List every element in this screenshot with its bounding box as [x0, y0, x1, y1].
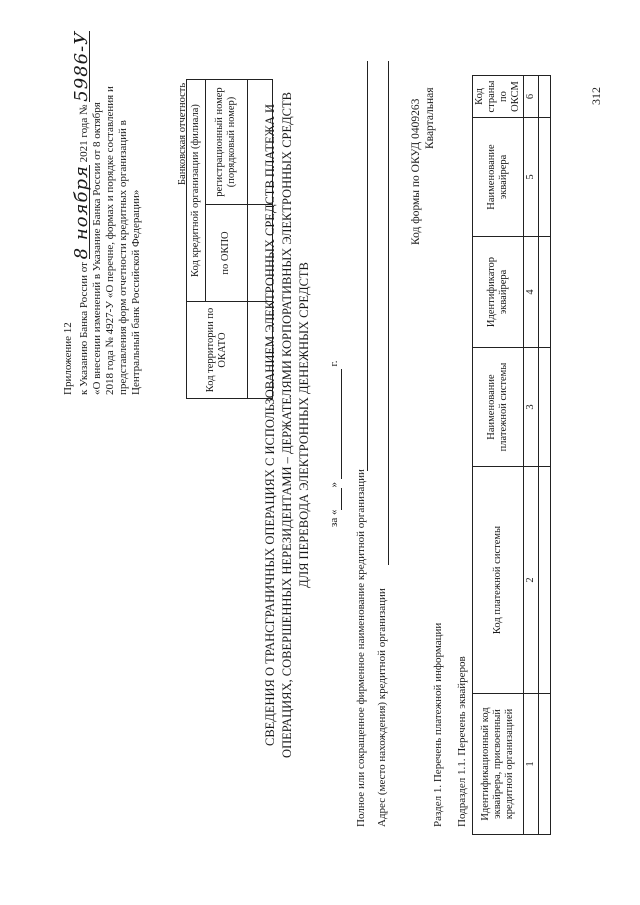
title-line-3: ДЛЯ ПЕРЕВОДА ЭЛЕКТРОННЫХ ДЕНЕЖНЫХ СРЕДСТВ [297, 262, 311, 588]
period-day-blank [328, 488, 342, 510]
header-country-code: Код страны по ОКСМ [473, 76, 524, 118]
period-month-blank [328, 369, 342, 479]
codes-table [186, 79, 273, 399]
appendix-line-4: 2018 года № 4927-У «О перечне, формах и порядке составления и [104, 86, 116, 395]
period-close: » [328, 482, 340, 488]
section-1-heading: Раздел 1. Перечень платежной информации [432, 622, 444, 827]
subsection-heading: Подраздел 1.1. Перечень эквайреров [456, 656, 468, 827]
header-acquirer-name: Наименование эквайрера [473, 118, 524, 237]
credit-org-header: Код кредитной организации (филиала) [187, 80, 206, 302]
header-acquirer-id: Идентификационный код эквайрера, присвоенный кредитной организацией [473, 694, 524, 835]
document-title [262, 65, 313, 785]
column-number: 5 [524, 118, 539, 237]
address-label: Адрес (место нахождения) кредитной организации [376, 588, 388, 827]
table-cell [539, 694, 551, 835]
handwritten-date: 8 ноября [71, 165, 92, 260]
table-cell [539, 76, 551, 118]
page-number: 312 [589, 87, 603, 105]
periodicity: Квартальная [424, 87, 436, 149]
appendix-line-6: Центральный банк Российской Федерации» [130, 189, 142, 395]
appendix-line-3: «О внесении изменений в Указание Банка России от 8 октября [91, 102, 103, 395]
header-payment-system-name: Наименование платежной системы [473, 348, 524, 467]
form-code: Код формы по ОКУД 0409263 [410, 98, 422, 245]
header-payment-system-code: Код платежной системы [473, 467, 524, 694]
appendix-line-5: представления форм отчетности кредитных организаций в [117, 120, 129, 395]
address-line [388, 61, 389, 565]
okato-header: Код территории по ОКАТО [187, 302, 248, 399]
title-line-2: ОПЕРАЦИЯХ, СОВЕРШЕННЫХ НЕРЕЗИДЕНТАМИ – ДЕРЖАТЕЛЯМИ КОРПОРАТИВНЫХ ЭЛЕКТРОННЫХ СРЕДСТВ [280, 92, 294, 758]
column-number: 1 [524, 694, 539, 835]
appendix-decree-line [71, 30, 92, 395]
column-number: 3 [524, 348, 539, 467]
appendix-block [62, 31, 143, 395]
decree-prefix: к Указанию Банка России от [78, 262, 90, 395]
table-cell [539, 467, 551, 694]
reg-number-header: регистрационный номер (порядковый номер) [205, 80, 247, 205]
table-cell [539, 348, 551, 467]
table-cell [539, 118, 551, 237]
reporting-label: Банковская отчетность [177, 82, 188, 185]
appendix-number: Приложение 12 [62, 322, 74, 395]
period-prefix: за « [328, 509, 340, 527]
column-number: 6 [524, 76, 539, 118]
handwritten-number: 5986-У [71, 30, 92, 102]
decree-year: 2021 года № [78, 104, 90, 163]
period-line [328, 360, 342, 527]
org-name-line [367, 61, 368, 471]
period-year-suffix: г. [328, 360, 340, 367]
title-line-1: СВЕДЕНИЯ О ТРАНСГРАНИЧНЫХ ОПЕРАЦИЯХ С ИСПОЛЬЗОВАНИЕМ ЭЛЕКТРОННЫХ СРЕДСТВ ПЛАТЕЖА И [263, 104, 277, 746]
column-number: 4 [524, 237, 539, 348]
org-name-label: Полное или сокращенное фирменное наименование кредитной организации [355, 469, 367, 827]
table-cell [539, 237, 551, 348]
column-number: 2 [524, 467, 539, 694]
acquirers-table [472, 75, 551, 835]
header-acquirer-identifier: Идентификатор эквайрера [473, 237, 524, 348]
okpo-header: по ОКПО [205, 205, 247, 302]
